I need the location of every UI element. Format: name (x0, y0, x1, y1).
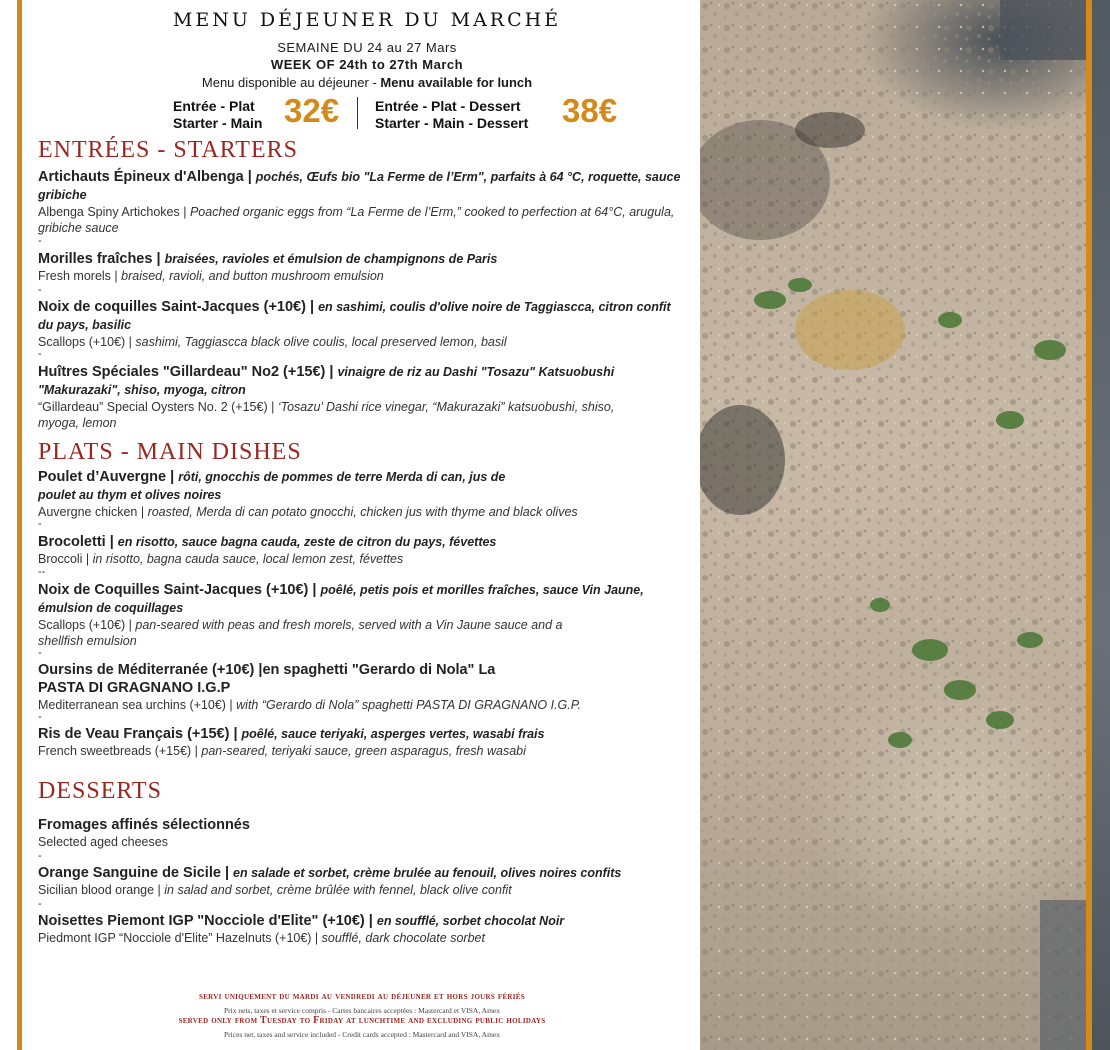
left-border (17, 0, 22, 1050)
dish-name-en: Scallops (+10€) | (38, 335, 136, 349)
dish-desc-en: braised, ravioli, and button mushroom emulsion (121, 269, 384, 283)
menu-title: MENU DÉJEUNER DU MARCHÉ (172, 9, 562, 31)
dessert-item (38, 912, 688, 946)
separator: - (38, 898, 42, 910)
mains-heading: PLATS - MAIN DISHES (38, 439, 302, 465)
footer-prices-fr: Prix nets, taxes et service compris - Cartes bancaires acceptées : Mastercard et VISA, Amex (223, 1006, 500, 1015)
starter-item (38, 168, 688, 236)
starters-heading: ENTRÉES - STARTERS (38, 137, 298, 163)
dish-name-fr: Noix de coquilles Saint-Jacques (+10€) | (38, 299, 319, 315)
formula-2-label (375, 98, 528, 132)
dish-desc-fr: en sashimi, coulis d'olive noire de Taggiascca, citron confit du pays, basilic (38, 300, 671, 332)
footer-prices-en: Prices net, taxes and service included - Credit cards accepted : Mastercard and VISA, Amex (223, 1030, 500, 1039)
footer-service-fr: servi uniquement du mardi au vendredi au déjeuner et hors jours fériés (199, 991, 525, 1002)
dish-desc-en: ‘Tosazu’ Dashi rice vinegar, “Makurazaki” katsuobushi, shiso, myoga, lemon (38, 400, 615, 430)
separator: - (38, 348, 42, 360)
separator: - (38, 284, 42, 296)
formula-2-fr: Entrée - Plat - Dessert (375, 98, 521, 114)
main-item (38, 533, 688, 567)
dish-name-fr: Poulet d’Auvergne | (38, 469, 179, 485)
dish-desc-fr: poêlé, petis pois et morilles fraîches, sauce Vin Jaune, émulsion de coquillages (38, 583, 644, 615)
main-item (38, 468, 688, 520)
main-item (38, 661, 688, 713)
starter-item (38, 363, 688, 431)
availability-en: Menu available for lunch (380, 75, 533, 90)
dish-desc-en: with “Gerardo di Nola” spaghetti PASTA DI GRAGNANO I.G.P. (236, 698, 581, 712)
formula-1-label (173, 98, 262, 132)
main-item (38, 725, 688, 759)
separator: - (38, 647, 42, 659)
dish-name-en: Sicilian blood orange | (38, 883, 165, 897)
dish-desc-en: soufflé, dark chocolate sorbet (321, 931, 485, 945)
dish-name-fr: Morilles fraîches | (38, 251, 165, 267)
formula-1-fr: Entrée - Plat (173, 98, 255, 114)
separator: - (38, 518, 42, 530)
formula-2-price: 38€ (562, 92, 618, 129)
dish-desc-fr: braisées, ravioles et émulsion de champignons de Paris (164, 252, 498, 266)
dish-name-en: Broccoli | (38, 552, 93, 566)
dessert-item (38, 864, 688, 898)
dish-name-en: French sweetbreads (+15€) | (38, 744, 202, 758)
dish-desc-fr: en salade et sorbet, crème brulée au fenouil, olives noires confits (233, 866, 622, 880)
dish-desc-fr: en soufflé, sorbet chocolat Noir (376, 914, 565, 928)
dish-desc-en: sashimi, Taggiascca black olive coulis, local preserved lemon, basil (135, 335, 507, 349)
availability-line (22, 75, 712, 90)
week-fr: SEMAINE DU 24 au 27 Mars (277, 40, 457, 55)
dish-name-en: Selected aged cheeses (38, 835, 168, 849)
dish-photo-illustration (700, 0, 1086, 1050)
dish-name-fr: Oursins de Méditerranée (+10€) |en spaghetti "Gerardo di Nola" La PASTA DI GRAGNANO I.G.P (38, 662, 496, 696)
dish-desc-fr: rôti, gnocchis de pommes de terre Merda di can, jus de poulet au thym et olives noires (38, 470, 506, 502)
dish-name-en: Piedmont IGP “Nocciole d'Elite” Hazelnuts (+10€) | (38, 931, 322, 945)
dish-desc-fr: poêlé, sauce teriyaki, asperges vertes, wasabi frais (241, 727, 545, 741)
main-item (38, 581, 688, 649)
separator: - (38, 850, 42, 862)
availability-fr: Menu disponible au déjeuner - (201, 75, 381, 90)
dish-name-fr: Huîtres Spéciales "Gillardeau" No2 (+15€) | (38, 364, 338, 380)
dish-name-en: “Gillardeau” Special Oysters No. 2 (+15€) | (38, 400, 278, 414)
dish-name-en: Scallops (+10€) | (38, 618, 136, 632)
formula-1-price: 32€ (284, 92, 340, 129)
dish-desc-fr: vinaigre de riz au Dashi "Tosazu" Katsuobushi "Makurazaki", shiso, myoga, citron (38, 365, 615, 397)
week-en: WEEK OF 24th to 27th March (270, 57, 464, 72)
formula-2-en: Starter - Main - Dessert (375, 115, 529, 131)
dish-desc-en: roasted, Merda di can potato gnocchi, chicken jus with thyme and black olives (147, 505, 578, 519)
dish-desc-en: in risotto, bagna cauda sauce, local lemon zest, févettes (92, 552, 404, 566)
desserts-heading: DESSERTS (38, 778, 162, 804)
starter-item (38, 250, 688, 284)
dish-name-en: Albenga Spiny Artichokes | (38, 205, 190, 219)
dish-name-en: Fresh morels | (38, 269, 122, 283)
dessert-item (38, 816, 688, 850)
dish-photo (700, 0, 1086, 1050)
dish-name-fr: Fromages affinés sélectionnés (38, 817, 250, 833)
plate-edge (1092, 0, 1110, 1050)
dish-desc-fr: en risotto, sauce bagna cauda, zeste de citron du pays, févettes (117, 535, 497, 549)
dish-name-en: Auvergne chicken | (38, 505, 148, 519)
dish-name-fr: Orange Sanguine de Sicile | (38, 865, 234, 881)
dish-name-fr: Noisettes Piemont IGP "Nocciole d'Elite" (+10€) | (38, 913, 377, 929)
separator: - (38, 235, 42, 247)
separator: - (38, 711, 42, 723)
dish-name-fr: Artichauts Épineux d'Albenga | (38, 169, 256, 185)
dish-name-fr: Noix de Coquilles Saint-Jacques (+10€) | (38, 582, 321, 598)
footer-service-en: served only from Tuesday to Friday at lunchtime and excluding public holidays (178, 1015, 546, 1026)
price-divider (357, 97, 358, 129)
formula-1-en: Starter - Main (173, 115, 263, 131)
dish-desc-fr: pochés, Œufs bio "La Ferme de l’Erm", parfaits à 64 °C, roquette, sauce gribiche (38, 170, 681, 202)
dish-name-en: Mediterranean sea urchins (+10€) | (38, 698, 237, 712)
dish-desc-en: Poached organic eggs from “La Ferme de l’Erm,” cooked to perfection at 64°C, arugula, gribiche sauce (38, 205, 675, 235)
dish-name-fr: Brocoletti | (38, 534, 118, 550)
dish-name-fr: Ris de Veau Français (+15€) | (38, 726, 242, 742)
separator: -- (38, 566, 46, 578)
dish-desc-en: pan-seared with peas and fresh morels, served with a Vin Jaune sauce and a shellfish emulsion (38, 618, 563, 648)
dish-desc-en: in salad and sorbet, crème brûlée with fennel, black olive confit (164, 883, 512, 897)
dish-desc-en: pan-seared, teriyaki sauce, green asparagus, fresh wasabi (201, 744, 526, 758)
starter-item (38, 298, 688, 350)
